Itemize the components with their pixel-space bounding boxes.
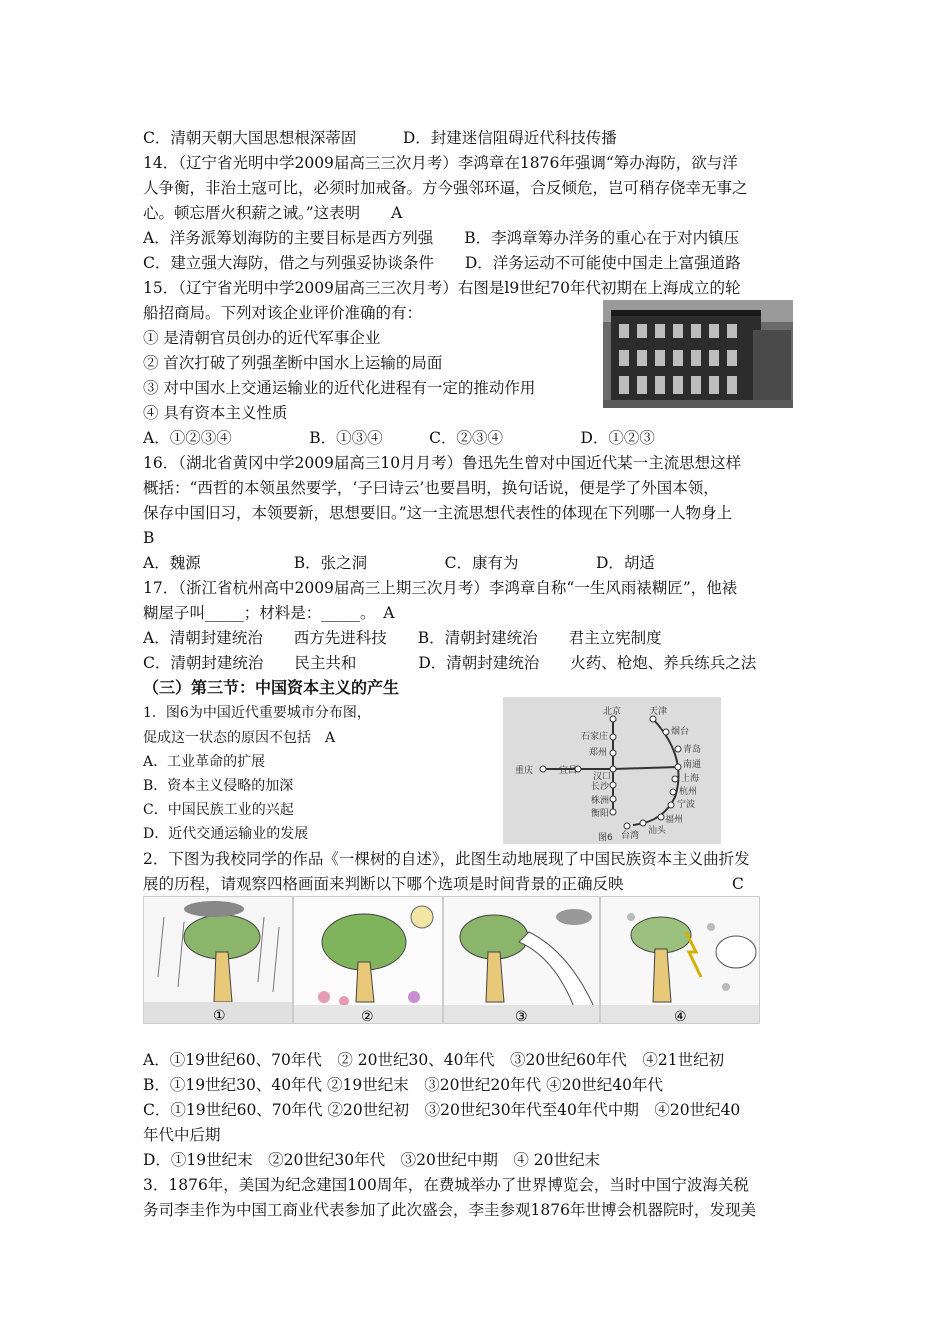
text-line: 保存中国旧习，本领要新，思想要旧。”这一主流思想代表性的体现在下列哪一人物身上	[143, 504, 733, 522]
text-line: 17．（浙江省杭州高中2009届高三上期三次月考）李鸿章自称“一生风雨裱糊匠”，他裱	[143, 579, 738, 597]
text-line: A．工业革命的扩展	[143, 754, 266, 770]
text-line: C．清朝封建统治 民主共和 D．清朝封建统治 火药、枪炮、养兵练兵之法	[143, 654, 757, 672]
panel-number: ④	[674, 1009, 687, 1024]
map-city-label: 上海	[681, 774, 700, 784]
text-line: B	[143, 529, 155, 547]
text-line: 2．下图为我校同学的作品《一棵树的自述》，此图生动地展现了中国民族资本主义曲折发	[143, 850, 750, 868]
cartoon-panel-1	[143, 896, 293, 1024]
map-city-label: 天津	[649, 707, 668, 717]
map-city-label: 郑州	[589, 748, 608, 758]
section-heading: （三）第三节：中国资本主义的产生	[143, 678, 400, 697]
map-city-label: 台湾	[621, 831, 640, 841]
city-map-figure	[503, 697, 721, 844]
text-line: 1．图6为中国近代重要城市分布图，	[143, 705, 371, 721]
text-line: C．建立强大海防，借之与列强妥协谈条件 D．洋务运动不可能使中国走上富强道路	[143, 254, 741, 272]
map-city-label: 南通	[683, 760, 702, 770]
text-line: 糊屋子叫_____；材料是：_____。 A	[143, 604, 395, 622]
text-line: 3．1876年，美国为纪念建国100周年，在费城举办了世界博览会，当时中国宁波海关税	[143, 1176, 749, 1194]
map-city-label: 宁波	[677, 800, 696, 810]
map-city-label: 烟台	[671, 727, 690, 737]
text-line: 促成这一状态的原因不包括 A	[143, 730, 336, 746]
map-city-label: 青岛	[683, 745, 702, 755]
map-city-label: 重庆	[515, 766, 534, 776]
map-city-label: 福州	[665, 815, 684, 825]
text-line: 务司李圭作为中国工商业代表参加了此次盛会，李圭参观1876年世博会机器院时，发现美	[143, 1201, 756, 1219]
text-line: ② 首次打破了列强垄断中国水上运输的局面	[143, 354, 443, 372]
text-line: B．①19世纪30、40年代 ②19世纪末 ③20世纪20年代 ④20世纪40年代	[143, 1076, 664, 1094]
text-line: D．近代交通运输业的发展	[143, 826, 309, 842]
map-city-label: 宜昌	[559, 766, 578, 776]
map-city-label: 杭州	[679, 787, 698, 797]
text-line: B．资本主义侵略的加深	[143, 778, 294, 794]
map-city-label: 衡阳	[591, 809, 610, 819]
text-line: 展的历程，请观察四格画面来判断以下哪个选项是时间背景的正确反映 C	[143, 875, 744, 893]
text-line: C．清朝天朝大国思想根深蒂固 D．封建迷信阻碍近代科技传播	[143, 129, 617, 147]
text-line: 16．（湖北省黄冈中学2009届高三10月月考）鲁迅先生曾对中国近代某一主流思想这样	[143, 454, 742, 472]
text-line: D．①19世纪末 ②20世纪30年代 ③20世纪中期 ④ 20世纪末	[143, 1151, 600, 1169]
text-line: A．①②③④ B．①③④ C．②③④ D．①②③	[143, 429, 655, 447]
building-photo	[603, 300, 793, 408]
cartoon-panel-3	[443, 896, 600, 1024]
map-city-label: 石家庄	[581, 732, 609, 742]
panel-number: ①	[213, 1008, 226, 1024]
text-line: 14．（辽宁省光明中学2009届高三三次月考）李鸿章在1876年强调“筹办海防，欲与洋	[143, 154, 738, 172]
panel-number: ②	[361, 1009, 374, 1024]
text-line: 概括：“西哲的本领虽然要学，‘子曰诗云’也要昌明，换句话说，便是学了外国本领，	[143, 479, 719, 497]
text-line: ③ 对中国水上交通运输业的近代化进程有一定的推动作用	[143, 379, 536, 397]
map-caption: 图6	[598, 833, 613, 843]
map-city-label: 汉口	[593, 772, 612, 782]
text-line: ④ 具有资本主义性质	[143, 404, 288, 422]
text-line: 15．（辽宁省光明中学2009届高三三次月考）右图是l9世纪70年代初期在上海成立的轮	[143, 279, 741, 297]
text-line: A．洋务派筹划海防的主要目标是西方列强 B．李鸿章筹办洋务的重心在于对内镇压	[143, 229, 740, 247]
panel-number: ③	[515, 1009, 528, 1024]
text-line: 年代中后期	[143, 1126, 221, 1144]
map-city-label: 株洲	[591, 796, 610, 806]
map-city-label: 汕头	[648, 826, 667, 836]
cartoon-panel-4	[600, 896, 760, 1024]
text-line: 人争衡，非治土寇可比，必须时加戒备。方今强邻环逼，合反倾危，岂可稍存侥幸无事之	[143, 179, 748, 197]
text-line: C．①19世纪60、70年代 ②20世纪初 ③20世纪30年代至40年代中期 ④20世纪40	[143, 1101, 741, 1119]
text-line: 船招商局。下列对该企业评价准确的有：	[143, 304, 423, 322]
text-line: 心。顿忘厝火积薪之诫。”这表明 A	[143, 204, 403, 222]
text-line: C．中国民族工业的兴起	[143, 802, 294, 818]
text-line: ① 是清朝官员创办的近代军事企业	[143, 329, 381, 347]
map-city-label: 长沙	[591, 782, 610, 792]
text-line: A．清朝封建统治 西方先进科技 B．清朝封建统治 君主立宪制度	[143, 629, 662, 647]
map-city-label: 北京	[603, 707, 622, 717]
cartoon-panel-2	[293, 896, 443, 1024]
text-line: A．魏源 B．张之洞 C．康有为 D．胡适	[143, 554, 655, 572]
text-line: A．①19世纪60、70年代 ② 20世纪30、40年代 ③20世纪60年代 ④21世纪初	[143, 1051, 725, 1069]
